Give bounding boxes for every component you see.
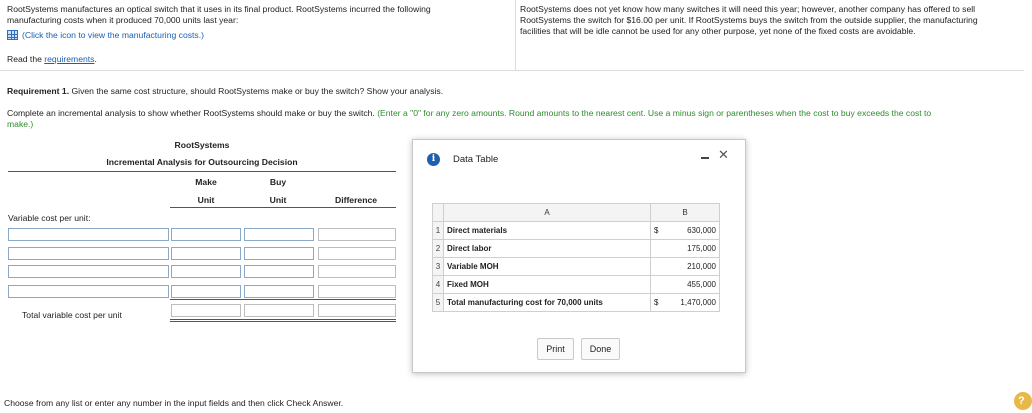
minimize-icon[interactable]	[701, 157, 709, 159]
difference-amount-input[interactable]	[318, 247, 396, 260]
buy-amount-input[interactable]	[244, 228, 314, 241]
table-row: 5 Total manufacturing cost for 70,000 units $ 1,470,000	[433, 294, 720, 312]
buy-amount-input[interactable]	[244, 247, 314, 260]
total-double-underline-bottom	[170, 321, 396, 322]
requirements-link[interactable]: requirements	[44, 54, 95, 64]
cost-item-select[interactable]	[8, 247, 169, 260]
company-name: RootSystems	[174, 140, 230, 150]
subtotal-underline	[170, 299, 396, 300]
problem-text-right	[520, 4, 978, 37]
problem-text-left	[7, 4, 431, 26]
requirement-heading: Requirement 1. Given the same cost structure, should RootSystems make or buy the switch? Show your analysis.	[7, 86, 444, 96]
done-button[interactable]: Done	[581, 338, 620, 360]
buy-amount-input[interactable]	[244, 265, 314, 278]
total-double-underline-top	[170, 319, 396, 320]
col-buy-header: Buy	[269, 177, 287, 187]
table-header-row	[433, 204, 720, 222]
table-row: 2 Direct labor 175,000	[433, 240, 720, 258]
footer-instruction: Choose from any list or enter any number in the input fields and then click Check Answer.	[4, 398, 344, 408]
analysis-title: Incremental Analysis for Outsourcing Decision	[106, 157, 298, 167]
difference-amount-input[interactable]	[318, 228, 396, 241]
variable-cost-label: Variable cost per unit:	[8, 213, 91, 223]
make-amount-input[interactable]	[171, 285, 241, 298]
difference-amount-input[interactable]	[318, 265, 396, 278]
col-make-unit-header: Unit	[197, 195, 215, 205]
table-row: 1 Direct materials $ 630,000	[433, 222, 720, 240]
horizontal-divider	[0, 70, 1024, 71]
table-grid-icon[interactable]	[7, 30, 18, 40]
make-amount-input[interactable]	[171, 228, 241, 241]
data-table-dialog	[412, 139, 746, 373]
total-variable-cost-label: Total variable cost per unit	[22, 310, 122, 320]
help-icon[interactable]: ?	[1014, 392, 1032, 410]
problem-line: RootSystems the switch for $16.00 per unit. If RootSystems buys the switch from the outside supplier, the manufacturing	[520, 15, 978, 25]
icon-hint: (Click the icon to view the manufacturing costs.)	[22, 30, 204, 40]
make-amount-input[interactable]	[171, 265, 241, 278]
buy-total-input[interactable]	[244, 304, 314, 317]
make-total-input[interactable]	[171, 304, 241, 317]
col-buy-unit-header: Unit	[269, 195, 287, 205]
info-icon: i	[427, 153, 440, 166]
buy-amount-input[interactable]	[244, 285, 314, 298]
problem-line: RootSystems manufactures an optical switch that it uses in its final product. RootSystems incurred the following	[7, 4, 431, 14]
column-a-header: A	[444, 204, 651, 222]
table-row: 4 Fixed MOH 455,000	[433, 276, 720, 294]
col-make-header: Make	[195, 177, 217, 187]
problem-line: facilities that will be idle cannot be used for any other purpose, yet none of the fixed costs are avoidable.	[520, 26, 916, 36]
header-underline	[170, 207, 396, 208]
problem-line: RootSystems does not yet know how many switches it will need this year; however, another company has offered to sell	[520, 4, 976, 14]
difference-amount-input[interactable]	[318, 285, 396, 298]
problem-line: manufacturing costs when it produced 70,000 units last year:	[7, 15, 239, 25]
col-difference-header: Difference	[334, 195, 378, 205]
print-button[interactable]: Print	[537, 338, 574, 360]
difference-total-input[interactable]	[318, 304, 396, 317]
read-requirements-line: Read the requirements.	[7, 54, 97, 64]
column-b-header: B	[651, 204, 720, 222]
title-underline	[8, 171, 396, 172]
requirement-instructions: Complete an incremental analysis to show whether RootSystems should make or buy the switch. (Enter a "0" for any zero amounts. Round amounts to the nearest cent. Use a minus sign or parentheses when the cost to buy exceeds the cost to make.)	[7, 108, 932, 129]
cost-item-select[interactable]	[8, 228, 169, 241]
close-icon[interactable]: ✕	[718, 147, 729, 162]
cost-item-select[interactable]	[8, 285, 169, 298]
vertical-divider	[515, 0, 516, 70]
data-table	[432, 203, 720, 312]
cost-item-select[interactable]	[8, 265, 169, 278]
dialog-title: Data Table	[453, 154, 499, 165]
make-amount-input[interactable]	[171, 247, 241, 260]
table-row: 3 Variable MOH 210,000	[433, 258, 720, 276]
